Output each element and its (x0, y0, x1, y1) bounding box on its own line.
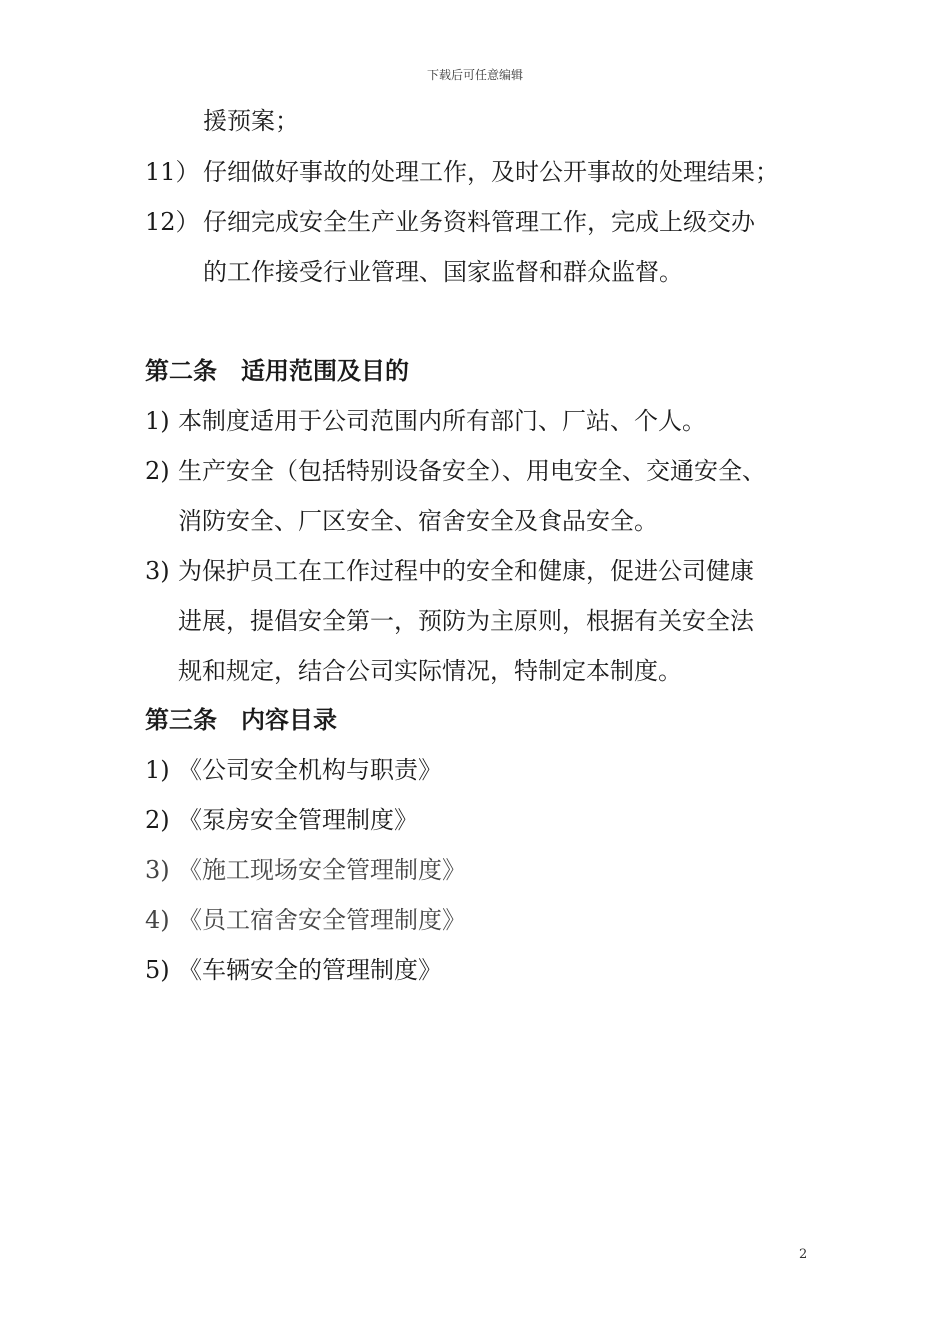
list-item-number: 2) (145, 457, 170, 485)
continuation-line: 援预案； (203, 107, 299, 135)
list-item-number: 2) (145, 806, 170, 834)
list-item-number: 1) (145, 407, 170, 435)
list-item-text: 规和规定，结合公司实际情况，特制定本制度。 (178, 657, 682, 685)
list-item-number: 5) (145, 956, 170, 984)
section-heading: 第三条 内容目录 (145, 706, 337, 734)
page-header: 下载后可任意编辑 (426, 68, 523, 82)
list-item-text: 仔细做好事故的处理工作，及时公开事故的处理结果； (203, 158, 779, 186)
list-item-text: 生产安全（包括特别设备安全）、用电安全、交通安全、 (178, 457, 766, 485)
list-item-text: 《员工宿舍安全管理制度》 (178, 906, 466, 934)
list-item-text: 进展，提倡安全第一，预防为主原则，根据有关安全法 (178, 607, 754, 635)
list-item-text: 《施工现场安全管理制度》 (178, 856, 466, 884)
list-item-number: 11） (145, 158, 200, 186)
list-item-text: 仔细完成安全生产业务资料管理工作，完成上级交办 (203, 208, 755, 236)
list-item-number: 3) (145, 856, 170, 884)
list-item-text: 的工作接受行业管理、国家监督和群众监督。 (203, 258, 683, 286)
list-item-text: 《车辆安全的管理制度》 (178, 956, 442, 984)
list-item-text: 本制度适用于公司范围内所有部门、厂站、个人。 (178, 407, 706, 435)
list-item-text: 消防安全、厂区安全、宿舍安全及食品安全。 (178, 507, 658, 535)
list-item-number: 3) (145, 557, 170, 585)
list-item-text: 为保护员工在工作过程中的安全和健康，促进公司健康 (178, 557, 754, 585)
section-heading: 第二条 适用范围及目的 (145, 357, 409, 385)
list-item-number: 1) (145, 756, 170, 784)
list-item-text: 《公司安全机构与职责》 (178, 756, 442, 784)
list-item-text: 《泵房安全管理制度》 (178, 806, 418, 834)
list-item-number: 12） (145, 208, 200, 236)
list-item-number: 4) (145, 906, 170, 934)
page-number: 2 (799, 1247, 808, 1262)
